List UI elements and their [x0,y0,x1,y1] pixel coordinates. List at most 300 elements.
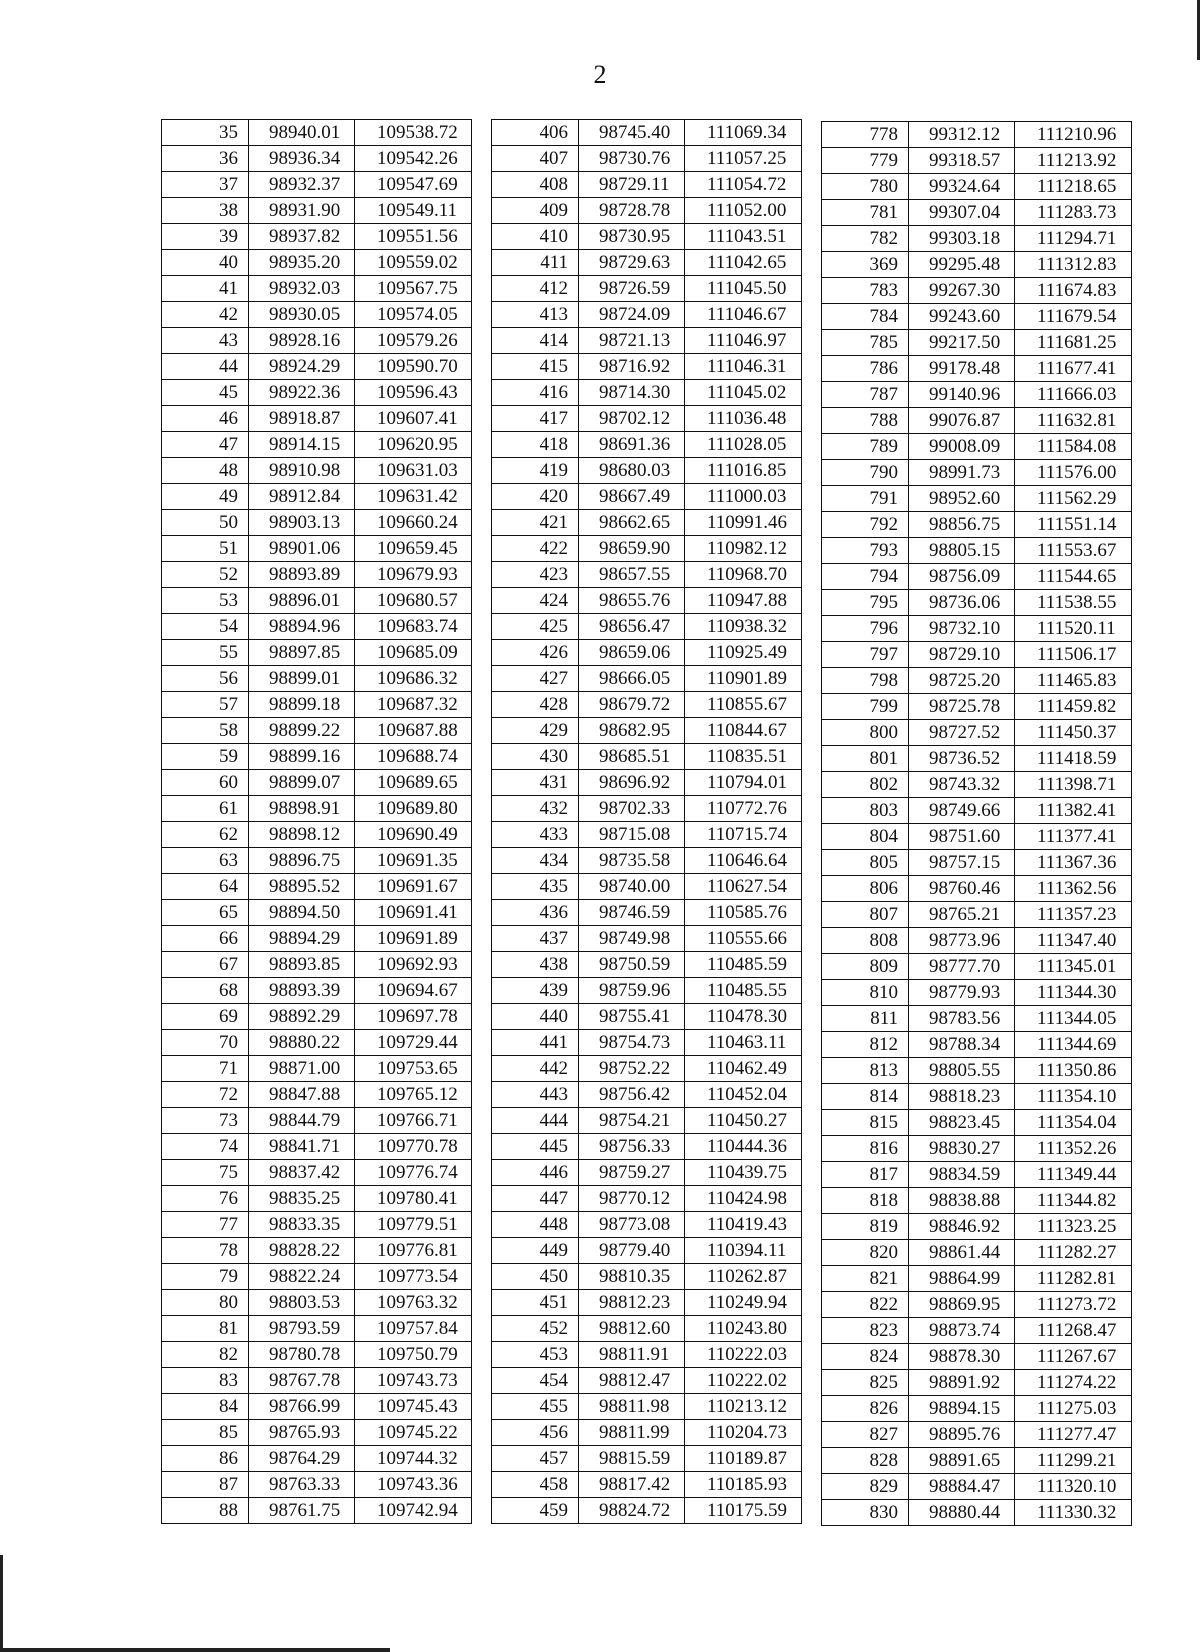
x-coordinate-cell: 98750.59 [579,952,685,978]
point-number-cell: 75 [162,1160,249,1186]
point-number-cell: 429 [492,718,579,744]
table-row [162,1368,472,1394]
y-coordinate-cell: 111681.25 [1015,330,1132,356]
x-coordinate-cell: 98884.47 [909,1474,1015,1500]
y-coordinate-cell: 110243.80 [685,1316,802,1342]
x-coordinate-cell: 98894.29 [249,926,355,952]
x-coordinate-cell: 98935.20 [249,250,355,276]
point-number-cell: 809 [822,954,909,980]
y-coordinate-cell: 111350.86 [1015,1058,1132,1084]
point-number-cell: 814 [822,1084,909,1110]
y-coordinate-cell: 109776.81 [355,1238,472,1264]
point-number-cell: 784 [822,304,909,330]
y-coordinate-cell: 111674.83 [1015,278,1132,304]
point-number-cell: 82 [162,1342,249,1368]
point-number-cell: 778 [822,122,909,148]
table-row [492,1420,802,1446]
y-coordinate-cell: 109697.78 [355,1004,472,1030]
table-row [822,1032,1132,1058]
point-number-cell: 781 [822,200,909,226]
point-number-cell: 792 [822,512,909,538]
x-coordinate-cell: 98788.34 [909,1032,1015,1058]
y-coordinate-cell: 111046.31 [685,354,802,380]
y-coordinate-cell: 109766.71 [355,1108,472,1134]
x-coordinate-cell: 98751.60 [909,824,1015,850]
y-coordinate-cell: 109689.65 [355,770,472,796]
x-coordinate-cell: 98756.42 [579,1082,685,1108]
y-coordinate-cell: 110439.75 [685,1160,802,1186]
point-number-cell: 65 [162,900,249,926]
y-coordinate-cell: 111046.97 [685,328,802,354]
x-coordinate-cell: 98763.33 [249,1472,355,1498]
y-coordinate-cell: 111054.72 [685,172,802,198]
point-number-cell: 443 [492,1082,579,1108]
x-coordinate-cell: 98736.06 [909,590,1015,616]
point-number-cell: 424 [492,588,579,614]
point-number-cell: 67 [162,952,249,978]
table-row [162,718,472,744]
y-coordinate-cell: 111349.44 [1015,1162,1132,1188]
y-coordinate-cell: 110175.59 [685,1498,802,1524]
table-row [492,1368,802,1394]
x-coordinate-cell: 99318.57 [909,148,1015,174]
point-number-cell: 58 [162,718,249,744]
point-number-cell: 80 [162,1290,249,1316]
y-coordinate-cell: 109660.24 [355,510,472,536]
x-coordinate-cell: 98724.09 [579,302,685,328]
x-coordinate-cell: 98894.96 [249,614,355,640]
table-row [822,1240,1132,1266]
table-row [492,224,802,250]
x-coordinate-cell: 98828.22 [249,1238,355,1264]
point-number-cell: 783 [822,278,909,304]
y-coordinate-cell: 111354.04 [1015,1110,1132,1136]
y-coordinate-cell: 110925.49 [685,640,802,666]
x-coordinate-cell: 99217.50 [909,330,1015,356]
point-number-cell: 48 [162,458,249,484]
y-coordinate-cell: 109549.11 [355,198,472,224]
table-row [822,928,1132,954]
table-row [492,1316,802,1342]
x-coordinate-cell: 98922.36 [249,380,355,406]
point-number-cell: 779 [822,148,909,174]
y-coordinate-cell: 111268.47 [1015,1318,1132,1344]
table-row [162,848,472,874]
y-coordinate-cell: 111323.25 [1015,1214,1132,1240]
point-number-cell: 49 [162,484,249,510]
x-coordinate-cell: 98903.13 [249,510,355,536]
y-coordinate-cell: 109773.54 [355,1264,472,1290]
y-coordinate-cell: 110185.93 [685,1472,802,1498]
y-coordinate-cell: 110938.32 [685,614,802,640]
y-coordinate-cell: 110419.43 [685,1212,802,1238]
point-number-cell: 62 [162,822,249,848]
x-coordinate-cell: 98810.35 [579,1264,685,1290]
y-coordinate-cell: 111275.03 [1015,1396,1132,1422]
point-number-cell: 66 [162,926,249,952]
table-row [162,1420,472,1446]
point-number-cell: 813 [822,1058,909,1084]
point-number-cell: 791 [822,486,909,512]
x-coordinate-cell: 98780.78 [249,1342,355,1368]
point-number-cell: 40 [162,250,249,276]
x-coordinate-cell: 98898.12 [249,822,355,848]
y-coordinate-cell: 109559.02 [355,250,472,276]
point-number-cell: 76 [162,1186,249,1212]
y-coordinate-cell: 110462.49 [685,1056,802,1082]
y-coordinate-cell: 111282.81 [1015,1266,1132,1292]
y-coordinate-cell: 110249.94 [685,1290,802,1316]
point-number-cell: 73 [162,1108,249,1134]
table-row [492,458,802,484]
x-coordinate-cell: 98656.47 [579,614,685,640]
y-coordinate-cell: 109567.75 [355,276,472,302]
table-row [162,276,472,302]
x-coordinate-cell: 98659.06 [579,640,685,666]
x-coordinate-cell: 98880.22 [249,1030,355,1056]
point-number-cell: 808 [822,928,909,954]
x-coordinate-cell: 98779.93 [909,980,1015,1006]
y-coordinate-cell: 110424.98 [685,1186,802,1212]
point-number-cell: 426 [492,640,579,666]
table-row [162,1186,472,1212]
point-number-cell: 87 [162,1472,249,1498]
y-coordinate-cell: 109679.93 [355,562,472,588]
point-number-cell: 439 [492,978,579,1004]
y-coordinate-cell: 111562.29 [1015,486,1132,512]
point-number-cell: 54 [162,614,249,640]
y-coordinate-cell: 109779.51 [355,1212,472,1238]
point-number-cell: 459 [492,1498,579,1524]
y-coordinate-cell: 109689.80 [355,796,472,822]
point-number-cell: 824 [822,1344,909,1370]
point-number-cell: 438 [492,952,579,978]
table-row [492,1290,802,1316]
table-row [162,1160,472,1186]
table-row [822,1292,1132,1318]
table-row [492,614,802,640]
table-row [162,614,472,640]
point-number-cell: 455 [492,1394,579,1420]
x-coordinate-cell: 98901.06 [249,536,355,562]
coordinate-table-2 [491,119,802,1524]
point-number-cell: 418 [492,432,579,458]
y-coordinate-cell: 109763.32 [355,1290,472,1316]
table-row [492,926,802,952]
y-coordinate-cell: 109729.44 [355,1030,472,1056]
y-coordinate-cell: 109743.36 [355,1472,472,1498]
point-number-cell: 41 [162,276,249,302]
point-number-cell: 451 [492,1290,579,1316]
point-number-cell: 57 [162,692,249,718]
y-coordinate-cell: 110794.01 [685,770,802,796]
point-number-cell: 821 [822,1266,909,1292]
point-number-cell: 812 [822,1032,909,1058]
x-coordinate-cell: 98893.89 [249,562,355,588]
y-coordinate-cell: 111057.25 [685,146,802,172]
point-number-cell: 804 [822,824,909,850]
table-row [492,900,802,926]
y-coordinate-cell: 110213.12 [685,1394,802,1420]
x-coordinate-cell: 98715.08 [579,822,685,848]
point-number-cell: 447 [492,1186,579,1212]
point-number-cell: 815 [822,1110,909,1136]
point-number-cell: 453 [492,1342,579,1368]
point-number-cell: 81 [162,1316,249,1342]
point-number-cell: 806 [822,876,909,902]
table-row [492,484,802,510]
x-coordinate-cell: 98812.47 [579,1368,685,1394]
point-number-cell: 437 [492,926,579,952]
y-coordinate-cell: 109745.43 [355,1394,472,1420]
y-coordinate-cell: 109745.22 [355,1420,472,1446]
table-row [492,952,802,978]
table-row [822,824,1132,850]
y-coordinate-cell: 110444.36 [685,1134,802,1160]
x-coordinate-cell: 98835.25 [249,1186,355,1212]
x-coordinate-cell: 99140.96 [909,382,1015,408]
point-number-cell: 786 [822,356,909,382]
table-row [162,952,472,978]
point-number-cell: 793 [822,538,909,564]
y-coordinate-cell: 109765.12 [355,1082,472,1108]
y-coordinate-cell: 109770.78 [355,1134,472,1160]
x-coordinate-cell: 98770.12 [579,1186,685,1212]
x-coordinate-cell: 98891.92 [909,1370,1015,1396]
table-row [822,122,1132,148]
point-number-cell: 795 [822,590,909,616]
x-coordinate-cell: 98685.51 [579,744,685,770]
y-coordinate-cell: 110772.76 [685,796,802,822]
x-coordinate-cell: 98696.92 [579,770,685,796]
x-coordinate-cell: 99312.12 [909,122,1015,148]
point-number-cell: 458 [492,1472,579,1498]
point-number-cell: 803 [822,798,909,824]
x-coordinate-cell: 98773.96 [909,928,1015,954]
point-number-cell: 825 [822,1370,909,1396]
table-row [492,588,802,614]
x-coordinate-cell: 98918.87 [249,406,355,432]
y-coordinate-cell: 111330.32 [1015,1500,1132,1526]
y-coordinate-cell: 111347.40 [1015,928,1132,954]
x-coordinate-cell: 98899.18 [249,692,355,718]
x-coordinate-cell: 98667.49 [579,484,685,510]
point-number-cell: 819 [822,1214,909,1240]
table-row [822,954,1132,980]
x-coordinate-cell: 98757.15 [909,850,1015,876]
y-coordinate-cell: 111506.17 [1015,642,1132,668]
point-number-cell: 827 [822,1422,909,1448]
point-number-cell: 88 [162,1498,249,1524]
x-coordinate-cell: 98730.76 [579,146,685,172]
y-coordinate-cell: 111377.41 [1015,824,1132,850]
x-coordinate-cell: 98818.23 [909,1084,1015,1110]
y-coordinate-cell: 110991.46 [685,510,802,536]
x-coordinate-cell: 98928.16 [249,328,355,354]
x-coordinate-cell: 98777.70 [909,954,1015,980]
y-coordinate-cell: 111282.27 [1015,1240,1132,1266]
y-coordinate-cell: 110452.04 [685,1082,802,1108]
y-coordinate-cell: 110715.74 [685,822,802,848]
x-coordinate-cell: 98745.40 [579,120,685,146]
table-row [822,590,1132,616]
table-row [492,978,802,1004]
table-row [492,666,802,692]
x-coordinate-cell: 98735.58 [579,848,685,874]
table-row [162,1342,472,1368]
page-number: 2 [593,60,607,89]
y-coordinate-cell: 111544.65 [1015,564,1132,590]
y-coordinate-cell: 109680.57 [355,588,472,614]
y-coordinate-cell: 111666.03 [1015,382,1132,408]
point-number-cell: 78 [162,1238,249,1264]
x-coordinate-cell: 98924.29 [249,354,355,380]
point-number-cell: 802 [822,772,909,798]
y-coordinate-cell: 109691.41 [355,900,472,926]
table-row [492,1004,802,1030]
point-number-cell: 411 [492,250,579,276]
y-coordinate-cell: 111016.85 [685,458,802,484]
point-number-cell: 50 [162,510,249,536]
table-row [492,1212,802,1238]
y-coordinate-cell: 111584.08 [1015,434,1132,460]
table-row [492,822,802,848]
x-coordinate-cell: 98732.10 [909,616,1015,642]
y-coordinate-cell: 111210.96 [1015,122,1132,148]
table-row [162,484,472,510]
y-coordinate-cell: 110585.76 [685,900,802,926]
x-coordinate-cell: 98725.78 [909,694,1015,720]
table-row [162,666,472,692]
y-coordinate-cell: 111273.72 [1015,1292,1132,1318]
point-number-cell: 829 [822,1474,909,1500]
table-row [492,250,802,276]
table-row [822,668,1132,694]
table-row [822,486,1132,512]
x-coordinate-cell: 98846.92 [909,1214,1015,1240]
point-number-cell: 454 [492,1368,579,1394]
table-row [822,1084,1132,1110]
x-coordinate-cell: 98754.73 [579,1030,685,1056]
y-coordinate-cell: 109692.93 [355,952,472,978]
x-coordinate-cell: 98714.30 [579,380,685,406]
point-number-cell: 828 [822,1448,909,1474]
point-number-cell: 444 [492,1108,579,1134]
table-row [162,172,472,198]
y-coordinate-cell: 109744.32 [355,1446,472,1472]
point-number-cell: 822 [822,1292,909,1318]
y-coordinate-cell: 109574.05 [355,302,472,328]
x-coordinate-cell: 98937.82 [249,224,355,250]
table-row [162,1498,472,1524]
table-row [162,510,472,536]
x-coordinate-cell: 98779.40 [579,1238,685,1264]
x-coordinate-cell: 98844.79 [249,1108,355,1134]
x-coordinate-cell: 98811.99 [579,1420,685,1446]
y-coordinate-cell: 111344.69 [1015,1032,1132,1058]
x-coordinate-cell: 98861.44 [909,1240,1015,1266]
table-row [492,198,802,224]
table-row [162,588,472,614]
y-coordinate-cell: 110901.89 [685,666,802,692]
table-row [162,380,472,406]
point-number-cell: 450 [492,1264,579,1290]
table-row [162,640,472,666]
y-coordinate-cell: 109607.41 [355,406,472,432]
table-row [492,1446,802,1472]
point-number-cell: 85 [162,1420,249,1446]
y-coordinate-cell: 111382.41 [1015,798,1132,824]
table-row [822,1474,1132,1500]
x-coordinate-cell: 98783.56 [909,1006,1015,1032]
point-number-cell: 790 [822,460,909,486]
x-coordinate-cell: 98659.90 [579,536,685,562]
point-number-cell: 422 [492,536,579,562]
x-coordinate-cell: 98756.33 [579,1134,685,1160]
y-coordinate-cell: 110968.70 [685,562,802,588]
table-row [162,562,472,588]
table-row [492,510,802,536]
y-coordinate-cell: 110262.87 [685,1264,802,1290]
x-coordinate-cell: 98760.46 [909,876,1015,902]
table-row [492,1056,802,1082]
y-coordinate-cell: 111344.30 [1015,980,1132,1006]
x-coordinate-cell: 98864.99 [909,1266,1015,1292]
table-row [822,148,1132,174]
y-coordinate-cell: 111551.14 [1015,512,1132,538]
table-row [162,1212,472,1238]
x-coordinate-cell: 98834.59 [909,1162,1015,1188]
point-number-cell: 431 [492,770,579,796]
table-row [162,120,472,146]
x-coordinate-cell: 99303.18 [909,226,1015,252]
y-coordinate-cell: 111277.47 [1015,1422,1132,1448]
point-number-cell: 407 [492,146,579,172]
point-number-cell: 38 [162,198,249,224]
x-coordinate-cell: 98899.22 [249,718,355,744]
point-number-cell: 807 [822,902,909,928]
table-row [492,874,802,900]
x-coordinate-cell: 98896.01 [249,588,355,614]
x-coordinate-cell: 98896.75 [249,848,355,874]
point-number-cell: 406 [492,120,579,146]
x-coordinate-cell: 98743.32 [909,772,1015,798]
y-coordinate-cell: 110627.54 [685,874,802,900]
point-number-cell: 448 [492,1212,579,1238]
y-coordinate-cell: 110463.11 [685,1030,802,1056]
table-row [492,146,802,172]
y-coordinate-cell: 109687.32 [355,692,472,718]
table-row [822,902,1132,928]
table-row [822,460,1132,486]
y-coordinate-cell: 110394.11 [685,1238,802,1264]
x-coordinate-cell: 98730.95 [579,224,685,250]
y-coordinate-cell: 109542.26 [355,146,472,172]
point-number-cell: 39 [162,224,249,250]
table-row [822,1136,1132,1162]
table-row [162,1238,472,1264]
point-number-cell: 412 [492,276,579,302]
x-coordinate-cell: 98726.59 [579,276,685,302]
y-coordinate-cell: 109659.45 [355,536,472,562]
table-row [492,640,802,666]
table-row [822,772,1132,798]
x-coordinate-cell: 98817.42 [579,1472,685,1498]
y-coordinate-cell: 111267.67 [1015,1344,1132,1370]
table-row [162,354,472,380]
table-row [822,1058,1132,1084]
x-coordinate-cell: 98952.60 [909,486,1015,512]
